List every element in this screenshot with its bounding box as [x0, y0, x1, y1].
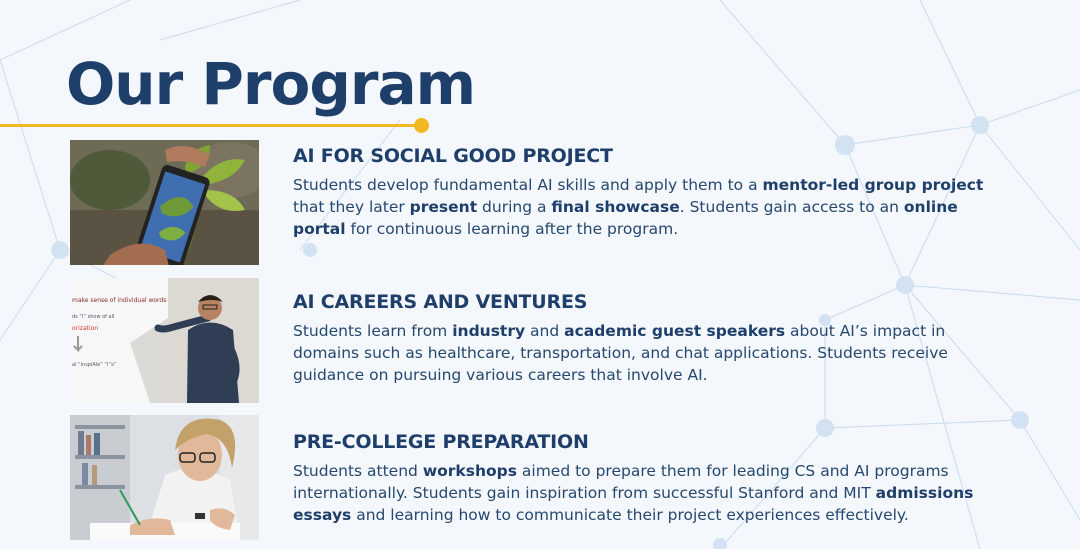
- description-highlight: online portal: [293, 198, 958, 238]
- section-ai-careers: [293, 290, 1013, 386]
- description-text: during a: [477, 198, 552, 216]
- description-highlight: mentor-led group project: [762, 176, 984, 194]
- description-highlight: final showcase: [551, 198, 680, 216]
- whiteboard-line-4: al “inspiAle” “I”s”: [72, 362, 117, 368]
- whiteboard-line-2: ds “I” show of all: [72, 314, 115, 320]
- section-description: [293, 174, 1013, 240]
- description-text: aimed to prepare them for leading CS and AI programs internationally. Students gain inspiration from successful Stanford and MIT: [293, 462, 949, 502]
- section-heading: AI FOR SOCIAL GOOD PROJECT: [293, 145, 613, 167]
- student-writing-photo: [70, 415, 259, 540]
- description-text: and: [525, 322, 565, 340]
- title-underline: [0, 124, 420, 127]
- section-heading: AI CAREERS AND VENTURES: [293, 291, 588, 313]
- description-highlight: academic guest speakers: [564, 322, 786, 340]
- section-ai-social-good: [293, 144, 1013, 240]
- description-text: Students develop fundamental AI skills and apply them to a: [293, 176, 763, 194]
- presenter-at-whiteboard-photo: [70, 278, 259, 403]
- description-text: . Students gain access to an: [679, 198, 904, 216]
- description-text: that they later: [293, 198, 410, 216]
- description-text: Students learn from: [293, 322, 453, 340]
- description-highlight: present: [409, 198, 478, 216]
- description-highlight: industry: [452, 322, 526, 340]
- description-text: Students attend: [293, 462, 423, 480]
- page-title: Our Program: [66, 50, 476, 118]
- phone-scanning-plant-photo: [70, 140, 259, 265]
- description-highlight: workshops: [422, 462, 517, 480]
- section-description: [293, 460, 1013, 526]
- description-text: and learning how to communicate their project experiences effectively.: [351, 506, 909, 524]
- whiteboard-line-3: orization: [72, 325, 99, 332]
- description-highlight: admissions essays: [293, 484, 974, 524]
- section-description: [293, 320, 1013, 386]
- description-text: for continuous learning after the program.: [345, 220, 679, 238]
- title-underline-dot: [414, 118, 429, 133]
- section-heading: PRE-COLLEGE PREPARATION: [293, 431, 589, 453]
- whiteboard-line-1: make sense of individual words: [72, 297, 167, 304]
- section-pre-college: [293, 430, 1013, 526]
- description-text: about AI’s impact in domains such as healthcare, transportation, and chat applications. Students receive guidance on pursuing various careers that involve AI.: [293, 322, 948, 384]
